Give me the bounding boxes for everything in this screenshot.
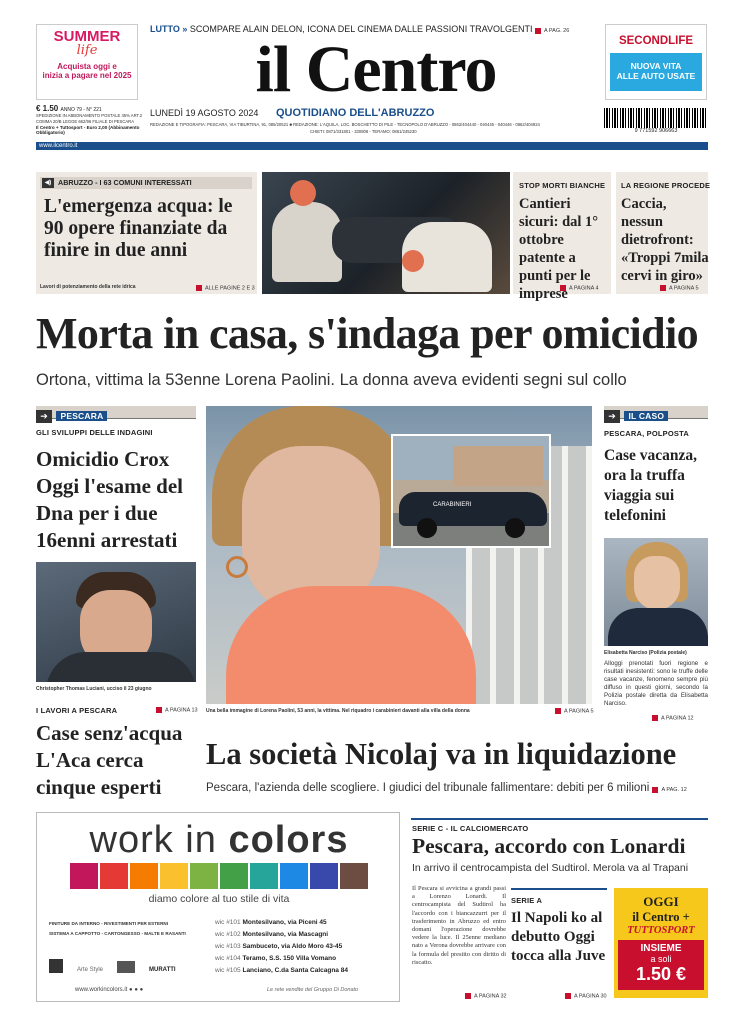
ad-site-text: www.workincolors.it	[75, 987, 128, 993]
pescara-tag-label: PESCARA	[56, 411, 107, 421]
summer-tag1: Acquista oggi e	[57, 62, 117, 71]
nicolaj-page: A PAG. 12	[652, 787, 686, 793]
nicolaj-headline[interactable]: La società Nicolaj va in liquidazione	[206, 737, 677, 771]
nicolaj-sub	[206, 782, 710, 794]
color-swatch	[130, 863, 158, 889]
store-address: Sambuceto, via Aldo Moro 43-45	[242, 943, 343, 950]
summer-life-ad[interactable]	[36, 24, 138, 100]
store-address: Lanciano, C.da Santa Calcagna 84	[242, 967, 348, 974]
arrow-icon-2: ➔	[604, 410, 620, 423]
summer-tag2: inizia a pagare nel 2025	[42, 71, 132, 80]
store-address: Montesilvano, via Mascagni	[242, 931, 329, 938]
victim-caption: Una bella immagine di Lorena Paolini, 53 anni, la vittima. Nel riquadro i carabinieri davanti alla villa della donna	[206, 708, 470, 714]
sport-section: SERIE C - IL CALCIOMERCATO	[412, 824, 529, 833]
arrow-icon: ➔	[36, 410, 52, 423]
pescara-tag	[36, 406, 196, 419]
safety-headline: Cantieri sicuri: dal 1° ottobre patente a punti per le imprese	[519, 196, 599, 302]
hunting-headline: Caccia, nessun dietrofront: «Troppi 7mila cervi in giro»	[621, 196, 709, 284]
promo-l1: OGGI	[643, 894, 679, 909]
speaker-icon: ◀)	[42, 178, 54, 188]
brand-logo-icon	[49, 959, 63, 973]
tuttosport-promo[interactable]	[614, 888, 708, 998]
ad-brand-b: colors	[228, 819, 349, 861]
ad-swatches	[69, 863, 369, 889]
muratti-logo: MURATTI	[149, 967, 176, 973]
store-item[interactable]	[215, 917, 395, 929]
narciso-caption: Elisabetta Narciso (Polizia postale)	[604, 650, 687, 656]
store-code: wic #105	[215, 967, 241, 974]
water-section-label: ABRUZZO - I 63 COMUNI INTERESSATI	[58, 178, 192, 187]
lonardi-body: Il Pescara si avvicina a grandi passi a Lorenzo Lonardi. Il centrocampista del Sudtirol ha l'accordo con i biancazzurri per il trasferimento in Abruzzo ed entro domani l'operazione dovrebbe vedere la luce. Il 25enne mediano nato a Verona dovrebbe arrivare con la formula del prestito con diritto di riscatto.	[412, 885, 506, 966]
scam-headline[interactable]: Case vacanza, ora la truffa viaggia sui telefonini	[604, 447, 697, 524]
logo-text: il Centro	[255, 33, 497, 106]
napoli-section: SERIE A	[511, 896, 543, 905]
scam-body: Alloggi prenotati fuori regione e risultati inesistenti: sono le truffe delle case vacanze, fenomeno sempre più diffuso in questi giorni, secondo la Polizia postale diretta da Elisabetta Narciso.	[604, 660, 708, 707]
crox-victim-photo	[36, 562, 196, 682]
promo-l3: TUTTOSPORT	[627, 925, 695, 936]
ad-brand	[37, 819, 401, 862]
ad-slogan: diamo colore al tuo stile di vita	[148, 893, 290, 905]
social-icons: ● ● ●	[129, 987, 144, 993]
store-code: wic #102	[215, 931, 241, 938]
water-section	[40, 177, 252, 189]
nicolaj-subtext: Pescara, l'azienda delle scogliere. I giudici del tribunale fallimentare: debiti per 6 milioni	[206, 782, 650, 794]
second-l2: ALLE AUTO USATE	[616, 71, 696, 81]
store-address: Teramo, S.S. 150 Villa Vomano	[242, 955, 337, 962]
victim-page: A PAGINA 5	[555, 708, 594, 714]
ad-footer: Le rete vendite del Gruppo Di Donato	[267, 987, 359, 993]
arte-style-logo: Arte Style	[77, 967, 104, 973]
ad-site[interactable]	[75, 987, 143, 993]
sport-rule	[411, 818, 708, 820]
crox-caption: Christopher Thomas Luciani, ucciso il 23 giugno	[36, 686, 152, 692]
site-url: www.ilcentro.it	[39, 143, 78, 149]
combo-text: Il Centro + Tuttosport - Euro 2,00 (Abbinamento Obbligatorio)	[36, 125, 140, 136]
crox-headline[interactable]: Omicidio Crox Oggi l'esame del Dna per i due 16enni arrestati	[36, 447, 183, 552]
narciso-photo	[604, 538, 708, 646]
second-life-ad[interactable]	[605, 24, 707, 100]
tagline: QUOTIDIANO DELL'ABRUZZO	[276, 107, 435, 119]
store-item[interactable]	[215, 941, 395, 953]
color-swatch	[70, 863, 98, 889]
il-caso-tag	[604, 406, 708, 419]
ad-logo-row	[49, 951, 209, 973]
date: LUNEDÌ 19 AGOSTO 2024	[150, 108, 259, 118]
price: € 1.50	[36, 104, 59, 113]
second-l1: NUOVA VITA	[630, 61, 682, 71]
lonardi-headline[interactable]: Pescara, accordo con Lonardi	[412, 834, 686, 858]
redazione-text: REDAZIONE E TIPOGRAFIA: PESCARA, VIA TIBURTINA, 91, 085/20521 ■ REDAZIONE: L'AQUILA, LOC. BOSCHETTO DI PILE - TECNOPOLO D'ABRUZZO - 0862/404440 - 040445 - 040446 - 0862/404924	[150, 122, 540, 127]
lead-subheadline: Ortona, vittima la 53enne Lorena Paolini. La donna aveva evidenti segni sul collo	[36, 371, 627, 389]
napoli-page: A PAGINA 30	[565, 993, 607, 999]
napoli-headline: Il Napoli ko al debutto Oggi tocca alla Juve	[511, 910, 606, 964]
promo-l4: INSIEME	[640, 943, 682, 954]
store-code: wic #101	[215, 919, 241, 926]
legal-text: SPEDIZIONE IN ABBONAMENTO POSTALE 45% ART.2 COMMA 20/B LEGGE 662/96 FILIALE DI PESCARA	[36, 113, 143, 124]
color-swatch	[190, 863, 218, 889]
color-swatch	[310, 863, 338, 889]
color-swatch	[100, 863, 128, 889]
brand-logo-icon-2	[117, 961, 135, 973]
carabinieri-inset-photo	[391, 434, 551, 548]
crox-kicker: GLI SVILUPPI DELLE INDAGINI	[36, 428, 153, 437]
safety-page: A PAGINA 4	[560, 285, 599, 291]
hunting-page: A PAGINA 5	[660, 285, 699, 291]
color-swatch	[340, 863, 368, 889]
workers-photo	[262, 172, 510, 294]
safety-section: STOP MORTI BIANCHE	[519, 181, 606, 190]
store-code: wic #103	[215, 943, 241, 950]
store-item[interactable]	[215, 953, 395, 965]
ad-store-list	[215, 917, 395, 977]
edition: ANNO 79 - N° 221	[60, 107, 102, 113]
barcode-number: 9 771592 906663	[634, 128, 678, 134]
summer-sub: life	[76, 43, 98, 58]
water-homes-headline[interactable]: Case senz'acqua L'Aca cerca cinque esperti	[36, 721, 183, 799]
works-tag: I LAVORI A PESCARA	[36, 706, 118, 715]
chevron-right-icon: »	[182, 24, 188, 34]
lutto-page: A PAG. 26	[535, 28, 569, 34]
site-logo[interactable]	[196, 34, 556, 106]
store-address: Montesilvano, via Piceni 45	[242, 919, 327, 926]
napoli-box[interactable]	[511, 888, 607, 998]
summer-brand: SUMMER	[53, 28, 121, 45]
color-swatch	[160, 863, 188, 889]
hunting-section: LA REGIONE PROCEDE	[621, 181, 711, 190]
lutto-text: SCOMPARE ALAIN DELON, ICONA DEL CINEMA DALLE PASSIONI TRAVOLGENTI	[189, 24, 533, 34]
promo-l2: il Centro +	[632, 910, 690, 924]
lonardi-page: A PAGINA 32	[465, 993, 507, 999]
store-code: wic #104	[215, 955, 241, 962]
second-brand: SECONDLIFE	[618, 35, 694, 47]
scam-page: A PAGINA 12	[652, 715, 694, 721]
ad-brand-a: work in	[89, 819, 229, 861]
color-swatch	[280, 863, 308, 889]
lead-headline[interactable]: Morta in casa, s'indaga per omicidio	[36, 309, 699, 358]
works-page: A PAGINA 13	[156, 707, 198, 713]
ad-service-1: FINITURE DA INTERNO - RIVESTIMENTI PER ESTERNI	[49, 921, 169, 926]
store-item[interactable]	[215, 929, 395, 941]
water-headline: L'emergenza acqua: le 90 opere finanziate da finire in due anni	[44, 196, 233, 261]
store-item[interactable]	[215, 965, 395, 977]
water-page: ALLE PAGINE 2 E 3	[196, 285, 255, 291]
car-label: CARABINIERI	[433, 502, 472, 508]
scam-kicker: PESCARA, POLPOSTA	[604, 429, 689, 438]
contacts-text: CHIETI: 0871/331801 - 330808 - TERAMO: 0861/245230	[310, 129, 417, 134]
promo-price: 1.50 €	[635, 964, 687, 984]
lonardi-sub: In arrivo il centrocampista del Sudtirol. Merola va al Trapani	[412, 862, 689, 874]
color-swatch	[250, 863, 278, 889]
ad-service-2: SISTEMA A CAPPOTTO - CARTONGESSO - MALTE E RASANTI	[49, 931, 186, 936]
lutto-label: LUTTO	[150, 24, 180, 34]
color-swatch	[220, 863, 248, 889]
barcode	[604, 108, 708, 136]
site-url-bar[interactable]	[36, 142, 708, 150]
price-block	[36, 104, 148, 135]
promo-l5: a soli	[650, 954, 672, 964]
il-caso-label: IL CASO	[624, 411, 668, 421]
work-in-colors-ad[interactable]	[36, 812, 400, 1002]
water-caption: Lavori di potenziamento della rete idrica	[40, 284, 136, 290]
